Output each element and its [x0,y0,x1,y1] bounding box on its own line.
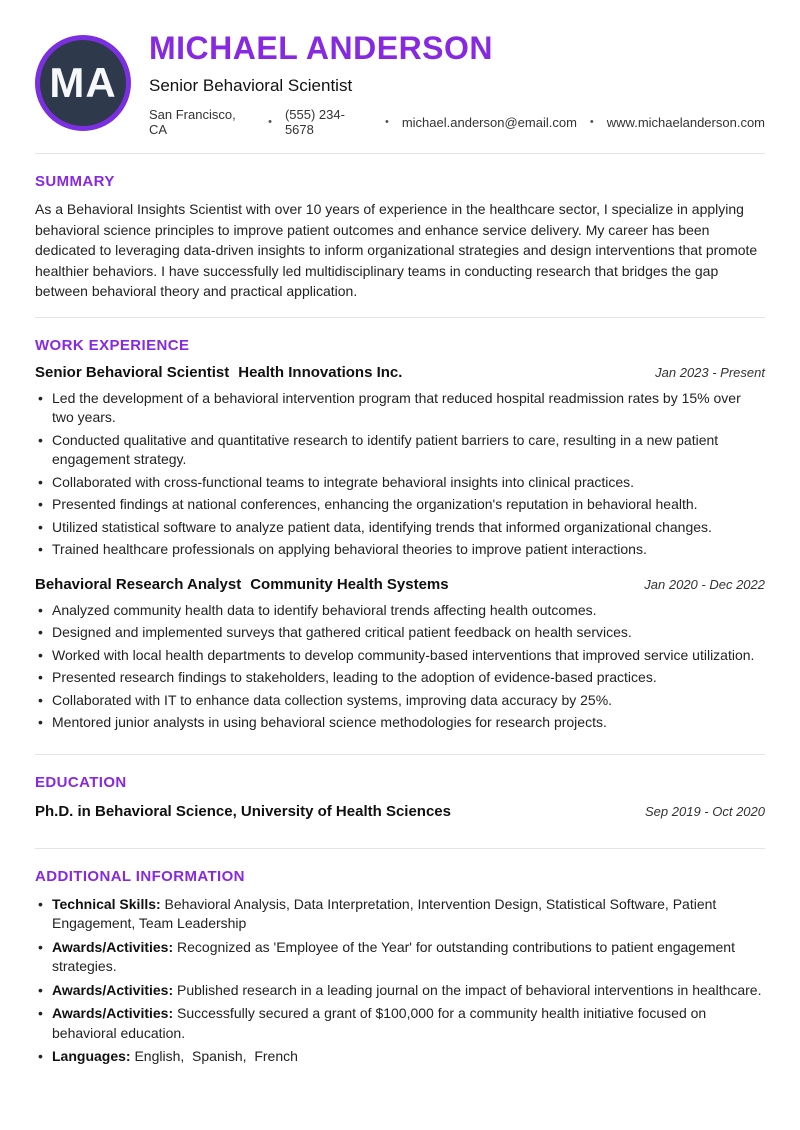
avatar [35,35,131,131]
contact-separator: • [268,116,272,128]
education-degree: Ph.D. in Behavioral Science, University of Health Sciences [35,802,451,820]
avatar-initials: MA [49,58,117,106]
contact-location: San Francisco, CA [149,107,236,137]
contact-email: michael.anderson@email.com [401,114,577,130]
job-bullet: • Analyzed community health data to identify behavioral trends affecting health outcomes. [35,601,765,621]
contact-separator: • [589,116,594,128]
job-bullet: • Designed and implemented surveys that gathered critical patient feedback on health services. [35,623,765,643]
job-bullet-list [35,389,765,560]
job-bullet: • Led the development of a behavioral intervention program that reduced hospital readmission rates by 15% over two years. [35,389,765,428]
section-divider [35,848,765,849]
additional-item-text: Published research in a leading journal on the impact of behavioral interventions in healthcare. [173,981,762,998]
additional-item [35,895,765,934]
additional-item-text: Recognized as 'Employee of the Year' for outstanding contributions to patient engagement strategies. [52,938,739,975]
additional-item-label: Awards/Activities: [52,1005,174,1022]
contact-row [149,107,765,137]
job-header [35,364,765,381]
additional-information-heading: ADDITIONAL INFORMATION [35,867,245,885]
section-divider [35,754,765,755]
additional-item-label: Awards/Activities: [52,981,174,998]
additional-item-text: English, Spanish, French [130,1048,298,1065]
job-dates: Jan 2020 - Dec 2022 [644,576,765,592]
job-title: Senior Behavioral Scientist [35,363,230,381]
section-divider [35,317,765,318]
additional-item-text: Behavioral Analysis, Data Interpretation, Intervention Design, Statistical Software, Patient Engagement, Team Leadership [52,895,721,932]
contact-website: www.michaelanderson.com [606,114,765,130]
additional-item [35,1047,765,1067]
contact-separator: • [384,116,389,128]
additional-item [35,981,765,1001]
job-title-group [35,576,449,593]
job-bullet: • Collaborated with cross-functional teams to integrate behavioral insights into clinical practices. [35,473,765,493]
job-company: Health Innovations Inc. [238,363,403,381]
education-entry [35,803,765,820]
summary-text: As a Behavioral Insights Scientist with over 10 years of experience in the healthcare sector, I specialize in applying behavioral science principles to improve patient outcomes and enhance service delivery. My career has been dedicated to leveraging data-driven insights to inform organizational strategies and design interventions that promote healthier behaviors. I have successfully led multidisciplinary teams in conducting research that bridges the gap between behavioral theory and practical application. [35,201,758,300]
candidate-name: MICHAEL ANDERSON [149,30,494,66]
contact-phone: (555) 234-5678 [284,107,345,137]
additional-item-label: Awards/Activities: [52,938,174,955]
additional-list [35,895,765,1067]
job-bullet: • Presented research findings to stakeholders, leading to the adoption of evidence-based practices. [35,668,765,688]
header [35,28,765,137]
job-bullet: • Mentored junior analysts in using behavioral science methodologies for research projects. [35,713,765,733]
job-bullet: • Worked with local health departments to develop community-based interventions that improved service utilization. [35,646,765,666]
education-dates: Sep 2019 - Oct 2020 [645,803,765,819]
job-bullet: • Conducted qualitative and quantitative research to identify patient barriers to care, resulting in a new patient engagement strategy. [35,431,765,470]
section-divider [35,153,765,154]
job-company: Community Health Systems [250,575,449,593]
additional-item [35,1004,765,1043]
additional-item [35,938,765,977]
job-title-group [35,364,402,381]
job-title: Behavioral Research Analyst [35,575,242,593]
job-header [35,576,765,593]
additional-item-text: Successfully secured a grant of $100,000 for a community health initiative focused on behavioral education. [52,1005,711,1041]
education-heading: EDUCATION [35,773,127,791]
work-experience-heading: WORK EXPERIENCE [35,336,190,354]
candidate-title: Senior Behavioral Scientist [149,76,353,95]
job-bullet: • Presented findings at national conferences, enhancing the organization's reputation in behavioral health. [35,495,765,515]
additional-item-label: Languages: [52,1048,131,1065]
job-bullet: • Collaborated with IT to enhance data collection systems, improving data accuracy by 25%. [35,691,765,711]
header-text [149,28,765,137]
job-bullet: • Trained healthcare professionals on applying behavioral theories to improve patient interactions. [35,540,765,560]
additional-item-label: Technical Skills: [52,895,161,912]
summary-heading: SUMMARY [35,173,115,190]
job-bullet-list [35,601,765,733]
job-dates: Jan 2023 - Present [655,364,765,380]
job-bullet: • Utilized statistical software to analyze patient data, identifying trends that informed organizational changes. [35,518,765,538]
